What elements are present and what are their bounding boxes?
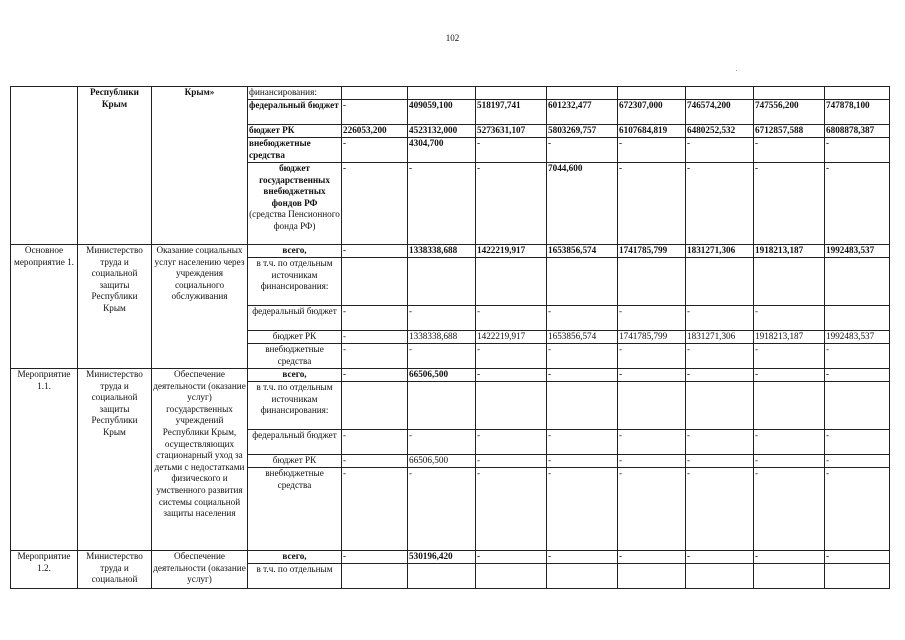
value-cell: 1422219,917 (476, 245, 547, 258)
value-cell: - (342, 369, 408, 382)
executor-cell: Министерство труда и социальной (78, 551, 152, 589)
value-cell: 1918213,187 (754, 331, 825, 344)
source-label: бюджет РК (248, 455, 342, 468)
value-cell: - (825, 430, 890, 455)
value-cell: 4304,700 (408, 138, 476, 163)
source-label: бюджет РК (248, 331, 342, 344)
value-cell (686, 382, 754, 430)
value-cell: 518197,741 (476, 100, 547, 125)
value-cell (408, 382, 476, 430)
value-cell: - (342, 331, 408, 344)
value-cell: - (547, 551, 618, 564)
value-cell: - (754, 430, 825, 455)
source-label: внебюджетные средства (248, 344, 342, 369)
value-cell: - (686, 306, 754, 331)
executor-cell: Республики Крым (78, 87, 152, 245)
value-cell: - (547, 138, 618, 163)
value-cell (618, 87, 686, 100)
value-cell: - (547, 430, 618, 455)
value-cell: - (342, 163, 408, 245)
value-cell: 1831271,306 (686, 245, 754, 258)
event-name-cell: Мероприятие 1.2. (11, 551, 78, 589)
value-cell: - (476, 468, 547, 551)
value-cell: - (754, 138, 825, 163)
value-cell: 6107684,819 (618, 125, 686, 138)
value-cell: - (408, 430, 476, 455)
value-cell: - (547, 455, 618, 468)
source-label: всего, (248, 551, 342, 564)
value-cell: 1992483,537 (825, 331, 890, 344)
scan-speck (736, 70, 737, 71)
value-cell (754, 258, 825, 306)
value-cell: 747556,200 (754, 100, 825, 125)
value-cell: - (754, 468, 825, 551)
value-cell: 672307,000 (618, 100, 686, 125)
value-cell (547, 382, 618, 430)
value-cell (825, 564, 890, 589)
value-cell: - (686, 551, 754, 564)
value-cell: - (686, 138, 754, 163)
source-label: в т.ч. по отдельным источникам финансирования: (248, 258, 342, 306)
value-cell: - (476, 551, 547, 564)
value-cell: - (686, 468, 754, 551)
value-cell: 1422219,917 (476, 331, 547, 344)
value-cell: - (618, 468, 686, 551)
value-cell (825, 382, 890, 430)
value-cell: - (754, 344, 825, 369)
value-cell: 1992483,537 (825, 245, 890, 258)
value-cell: - (547, 369, 618, 382)
value-cell (547, 564, 618, 589)
source-label (248, 163, 342, 245)
source-label: внебюджетные средства (248, 138, 342, 163)
executor-cell: Министерство труда и социальной защиты Республики Крым (78, 369, 152, 551)
value-cell (618, 564, 686, 589)
value-cell: 1653856,574 (547, 245, 618, 258)
value-cell: - (547, 468, 618, 551)
source-label: всего, (248, 245, 342, 258)
value-cell: 1918213,187 (754, 245, 825, 258)
value-cell (618, 258, 686, 306)
value-cell: - (476, 138, 547, 163)
value-cell: 4523132,000 (408, 125, 476, 138)
value-cell: 1741785,799 (618, 245, 686, 258)
description-cell: Крым» (152, 87, 248, 245)
value-cell: - (547, 306, 618, 331)
description-cell: Обеспечение деятельности (оказание услуг) государственных учреждений Республики Крым, осуществляющих стационарный уход за детьми с недостатками физического и умственного развития системы социальной защиты населения (152, 369, 248, 551)
source-label-note: (средства Пенсионного фонда РФ) (249, 209, 340, 231)
value-cell (686, 87, 754, 100)
value-cell: - (618, 430, 686, 455)
page-number: 102 (445, 33, 460, 43)
value-cell: - (476, 430, 547, 455)
value-cell (754, 382, 825, 430)
value-cell: 6480252,532 (686, 125, 754, 138)
value-cell: - (408, 468, 476, 551)
source-label: в т.ч. по отдельным (248, 564, 342, 589)
value-cell: - (825, 163, 890, 245)
event-name-cell (11, 87, 78, 245)
value-cell: 746574,200 (686, 100, 754, 125)
value-cell: - (618, 551, 686, 564)
value-cell: - (342, 138, 408, 163)
value-cell: - (408, 344, 476, 369)
value-cell: - (342, 306, 408, 331)
value-cell: - (342, 551, 408, 564)
value-cell: - (476, 306, 547, 331)
value-cell (825, 306, 890, 331)
value-cell (754, 564, 825, 589)
value-cell: 6712857,588 (754, 125, 825, 138)
value-cell (476, 382, 547, 430)
value-cell: 5273631,107 (476, 125, 547, 138)
value-cell: - (754, 306, 825, 331)
source-label: финансирования: (248, 87, 342, 100)
value-cell: - (825, 344, 890, 369)
value-cell: - (547, 344, 618, 369)
value-cell (342, 382, 408, 430)
value-cell: - (476, 455, 547, 468)
value-cell: - (825, 138, 890, 163)
event-name-cell: Основное мероприятие 1. (11, 245, 78, 369)
value-cell (476, 564, 547, 589)
value-cell (547, 87, 618, 100)
value-cell: 409059,100 (408, 100, 476, 125)
source-label-bold: бюджет государственных внебюджетных фондов РФ (259, 163, 330, 208)
value-cell: - (408, 163, 476, 245)
value-cell: - (476, 344, 547, 369)
value-cell: - (342, 455, 408, 468)
value-cell (825, 87, 890, 100)
value-cell: 66506,500 (408, 369, 476, 382)
value-cell: 5803269,757 (547, 125, 618, 138)
value-cell: - (342, 430, 408, 455)
value-cell (476, 258, 547, 306)
value-cell (342, 87, 408, 100)
value-cell: - (618, 163, 686, 245)
value-cell: - (686, 455, 754, 468)
value-cell: - (618, 369, 686, 382)
source-label: бюджет РК (248, 125, 342, 138)
value-cell: 1338338,688 (408, 331, 476, 344)
source-label: федеральный бюджет (248, 306, 342, 331)
value-cell: - (686, 163, 754, 245)
value-cell: - (618, 306, 686, 331)
source-label: федеральный бюджет (248, 100, 342, 125)
value-cell (547, 258, 618, 306)
value-cell: 7044,600 (547, 163, 618, 245)
table-row (11, 87, 890, 100)
value-cell (825, 258, 890, 306)
value-cell: - (754, 163, 825, 245)
value-cell (342, 564, 408, 589)
table-row (11, 369, 890, 382)
value-cell: - (342, 468, 408, 551)
value-cell (686, 564, 754, 589)
value-cell: 1653856,574 (547, 331, 618, 344)
value-cell: 1741785,799 (618, 331, 686, 344)
value-cell: - (825, 468, 890, 551)
source-label: федеральный бюджет (248, 430, 342, 455)
value-cell (686, 258, 754, 306)
value-cell: - (618, 344, 686, 369)
value-cell: 601232,477 (547, 100, 618, 125)
value-cell: - (618, 138, 686, 163)
value-cell: - (342, 344, 408, 369)
value-cell: 226053,200 (342, 125, 408, 138)
value-cell: - (686, 344, 754, 369)
value-cell: - (825, 551, 890, 564)
source-label: всего, (248, 369, 342, 382)
value-cell: 1338338,688 (408, 245, 476, 258)
value-cell (618, 382, 686, 430)
value-cell: - (408, 306, 476, 331)
event-name-cell: Мероприятие 1.1. (11, 369, 78, 551)
value-cell (476, 87, 547, 100)
value-cell: 66506,500 (408, 455, 476, 468)
value-cell: 1831271,306 (686, 331, 754, 344)
table-row (11, 551, 890, 564)
source-label: внебюджетные средства (248, 468, 342, 551)
value-cell: 747878,100 (825, 100, 890, 125)
value-cell (408, 258, 476, 306)
value-cell (408, 564, 476, 589)
value-cell: - (618, 455, 686, 468)
value-cell: - (476, 369, 547, 382)
value-cell: - (825, 455, 890, 468)
description-cell: Оказание социальных услуг населению через учреждения социального обслуживания (152, 245, 248, 369)
value-cell (408, 87, 476, 100)
value-cell: - (825, 369, 890, 382)
value-cell: - (754, 369, 825, 382)
value-cell: - (686, 369, 754, 382)
table-row (11, 245, 890, 258)
description-cell: Обеспечение деятельности (оказание услуг) (152, 551, 248, 589)
value-cell: 530196,420 (408, 551, 476, 564)
value-cell (754, 87, 825, 100)
value-cell: - (686, 430, 754, 455)
value-cell: - (754, 551, 825, 564)
budget-table (10, 86, 890, 589)
value-cell: 6808878,387 (825, 125, 890, 138)
source-label: в т.ч. по отдельным источникам финансирования: (248, 382, 342, 430)
value-cell: - (342, 100, 408, 125)
value-cell: - (476, 163, 547, 245)
value-cell (342, 258, 408, 306)
value-cell: - (754, 455, 825, 468)
value-cell: - (342, 245, 408, 258)
executor-cell: Министерство труда и социальной защиты Республики Крым (78, 245, 152, 369)
